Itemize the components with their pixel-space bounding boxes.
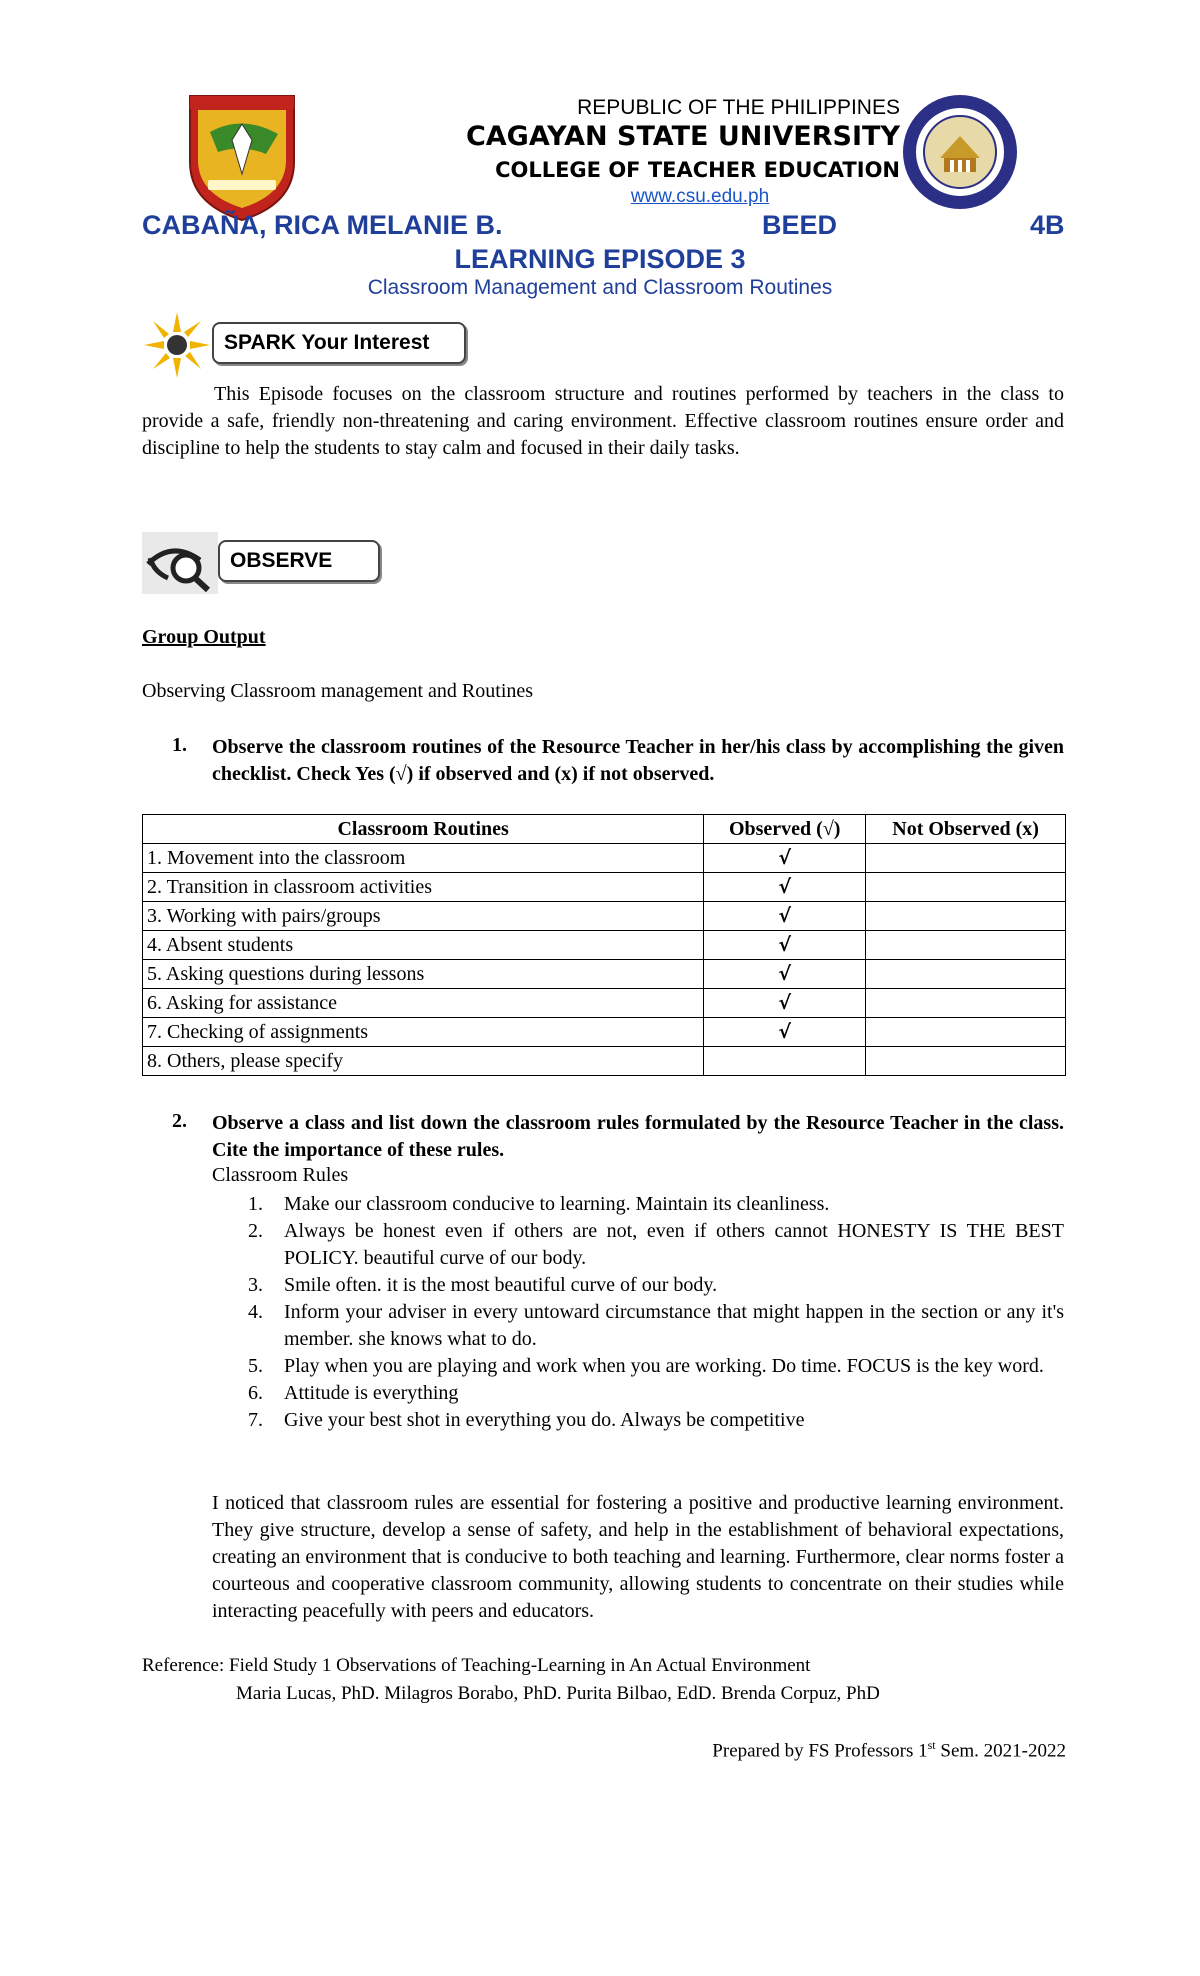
rule-number: 3.	[248, 1274, 263, 1296]
student-course: BEED	[762, 210, 838, 240]
sun-icon	[142, 310, 212, 380]
question-2: Observe a class and list down the classroom rules formulated by the Resource Teacher in the class. Cite the importance of these rules.	[212, 1112, 1064, 1161]
header-routines: Classroom Routines	[143, 815, 704, 844]
table-row	[143, 902, 1066, 931]
university-name: CAGAYAN STATE UNIVERSITY	[465, 121, 900, 152]
routine-cell: 3. Working with pairs/groups	[143, 902, 704, 931]
not-observed-cell	[866, 989, 1066, 1018]
observed-cell: √	[704, 902, 866, 931]
college-name: COLLEGE OF TEACHER EDUCATION	[495, 158, 900, 182]
observed-cell: √	[704, 873, 866, 902]
rule-number: 5.	[248, 1355, 263, 1377]
question-1: Observe the classroom routines of the Resource Teacher in her/his class by accomplishing the given checklist. Check Yes (√) if observed and (x) if not observed.	[212, 736, 1064, 785]
header-observed: Observed (√)	[704, 815, 866, 844]
observed-cell: √	[704, 844, 866, 873]
routine-cell: 1. Movement into the classroom	[143, 844, 704, 873]
observed-cell: √	[704, 931, 866, 960]
rule-text: Always be honest even if others are not, even if others cannot HONESTY IS THE BEST POLICY. beautiful curve of our body.	[284, 1220, 1064, 1269]
student-name: CABAÑA, RICA MELANIE B.	[142, 210, 503, 240]
table-row	[143, 989, 1066, 1018]
intro-paragraph: This Episode focuses on the classroom structure and routines performed by teachers in the class to provide a safe, friendly non-threatening and caring environment. Effective classroom routines ensure order and discipline to help the students to stay calm and focused in their daily tasks.	[142, 383, 1064, 459]
csu-logo	[186, 92, 298, 224]
question-1-number: 1.	[172, 734, 187, 756]
observed-cell: √	[704, 960, 866, 989]
table-row	[143, 1018, 1066, 1047]
not-observed-cell	[866, 960, 1066, 989]
republic-line: REPUBLIC OF THE PHILIPPINES	[577, 96, 900, 119]
table-row	[143, 1047, 1066, 1076]
routine-cell: 8. Others, please specify	[143, 1047, 704, 1076]
routine-cell: 6. Asking for assistance	[143, 989, 704, 1018]
not-observed-cell	[866, 1047, 1066, 1076]
observed-cell: √	[704, 989, 866, 1018]
observing-heading: Observing Classroom management and Routines	[142, 680, 534, 702]
rule-number: 7.	[248, 1409, 263, 1431]
table-row	[143, 873, 1066, 902]
prepared-by-footer	[600, 1738, 1066, 1762]
not-observed-cell	[866, 902, 1066, 931]
rule-text: Make our classroom conducive to learning. Maintain its cleanliness.	[284, 1193, 830, 1215]
not-observed-cell	[866, 844, 1066, 873]
prepared-superscript: st	[927, 1738, 936, 1752]
observe-label: OBSERVE	[218, 540, 380, 582]
list-item	[212, 1272, 1064, 1299]
rule-number: 6.	[248, 1382, 263, 1404]
list-item	[212, 1380, 1064, 1407]
reference-line-1: Reference: Field Study 1 Observations of Teaching-Learning in An Actual Environment	[142, 1655, 811, 1676]
routine-cell: 2. Transition in classroom activities	[143, 873, 704, 902]
episode-title: LEARNING EPISODE 3	[454, 244, 746, 274]
table-row	[143, 844, 1066, 873]
observed-cell: √	[704, 1018, 866, 1047]
routine-cell: 5. Asking questions during lessons	[143, 960, 704, 989]
list-item	[212, 1218, 1064, 1272]
rule-number: 1.	[248, 1193, 263, 1215]
table-header-row	[143, 815, 1066, 844]
routine-cell: 4. Absent students	[143, 931, 704, 960]
episode-subtitle: Classroom Management and Classroom Routines	[367, 276, 833, 299]
header-not-observed: Not Observed (x)	[866, 815, 1066, 844]
spark-label: SPARK Your Interest	[212, 322, 466, 364]
table-row	[143, 960, 1066, 989]
rule-text: Smile often. it is the most beautiful curve of our body.	[284, 1274, 718, 1296]
classroom-rules-list	[212, 1191, 1064, 1434]
table-row	[143, 931, 1066, 960]
not-observed-cell	[866, 1018, 1066, 1047]
conclusion-paragraph: I noticed that classroom rules are essential for fostering a positive and productive learning environment. They give structure, develop a sense of safety, and help in the establishment of behavioral expectations, creating an environment that is conducive to both teaching and learning. Furthermore, clear norms foster a courteous and cooperative classroom community, allowing students to concentrate on their studies while interacting peacefully with peers and educators.	[212, 1492, 1064, 1622]
website-link[interactable]: www.csu.edu.ph	[630, 186, 770, 207]
list-item	[212, 1299, 1064, 1353]
college-seal	[900, 92, 1020, 212]
routines-checklist-table	[142, 814, 1066, 1076]
rule-text: Give your best shot in everything you do. Always be competitive	[284, 1409, 805, 1431]
classroom-rules-heading: Classroom Rules	[212, 1164, 349, 1186]
not-observed-cell	[866, 931, 1066, 960]
eye-magnifier-icon	[142, 532, 218, 594]
question-2-number: 2.	[172, 1110, 187, 1132]
list-item	[212, 1191, 1064, 1218]
routine-cell: 7. Checking of assignments	[143, 1018, 704, 1047]
student-section: 4B	[1030, 210, 1065, 240]
prepared-semester: Sem. 2021-2022	[935, 1740, 1066, 1762]
rule-text: Attitude is everything	[284, 1382, 459, 1404]
rule-number: 2.	[248, 1220, 263, 1242]
group-output-heading: Group Output	[142, 626, 266, 648]
not-observed-cell	[866, 873, 1066, 902]
list-item	[212, 1353, 1064, 1380]
list-item	[212, 1407, 1064, 1434]
rule-text: Play when you are playing and work when you are working. Do time. FOCUS is the key word.	[284, 1355, 1044, 1377]
rule-number: 4.	[248, 1301, 263, 1323]
prepared-text: Prepared by FS Professors 1	[712, 1740, 928, 1762]
rule-text: Inform your adviser in every untoward circumstance that might happen in the section or any it's member. she knows what to do.	[284, 1301, 1064, 1350]
reference-line-2: Maria Lucas, PhD. Milagros Borabo, PhD. Purita Bilbao, EdD. Brenda Corpuz, PhD	[236, 1683, 880, 1704]
observed-cell	[704, 1047, 866, 1076]
